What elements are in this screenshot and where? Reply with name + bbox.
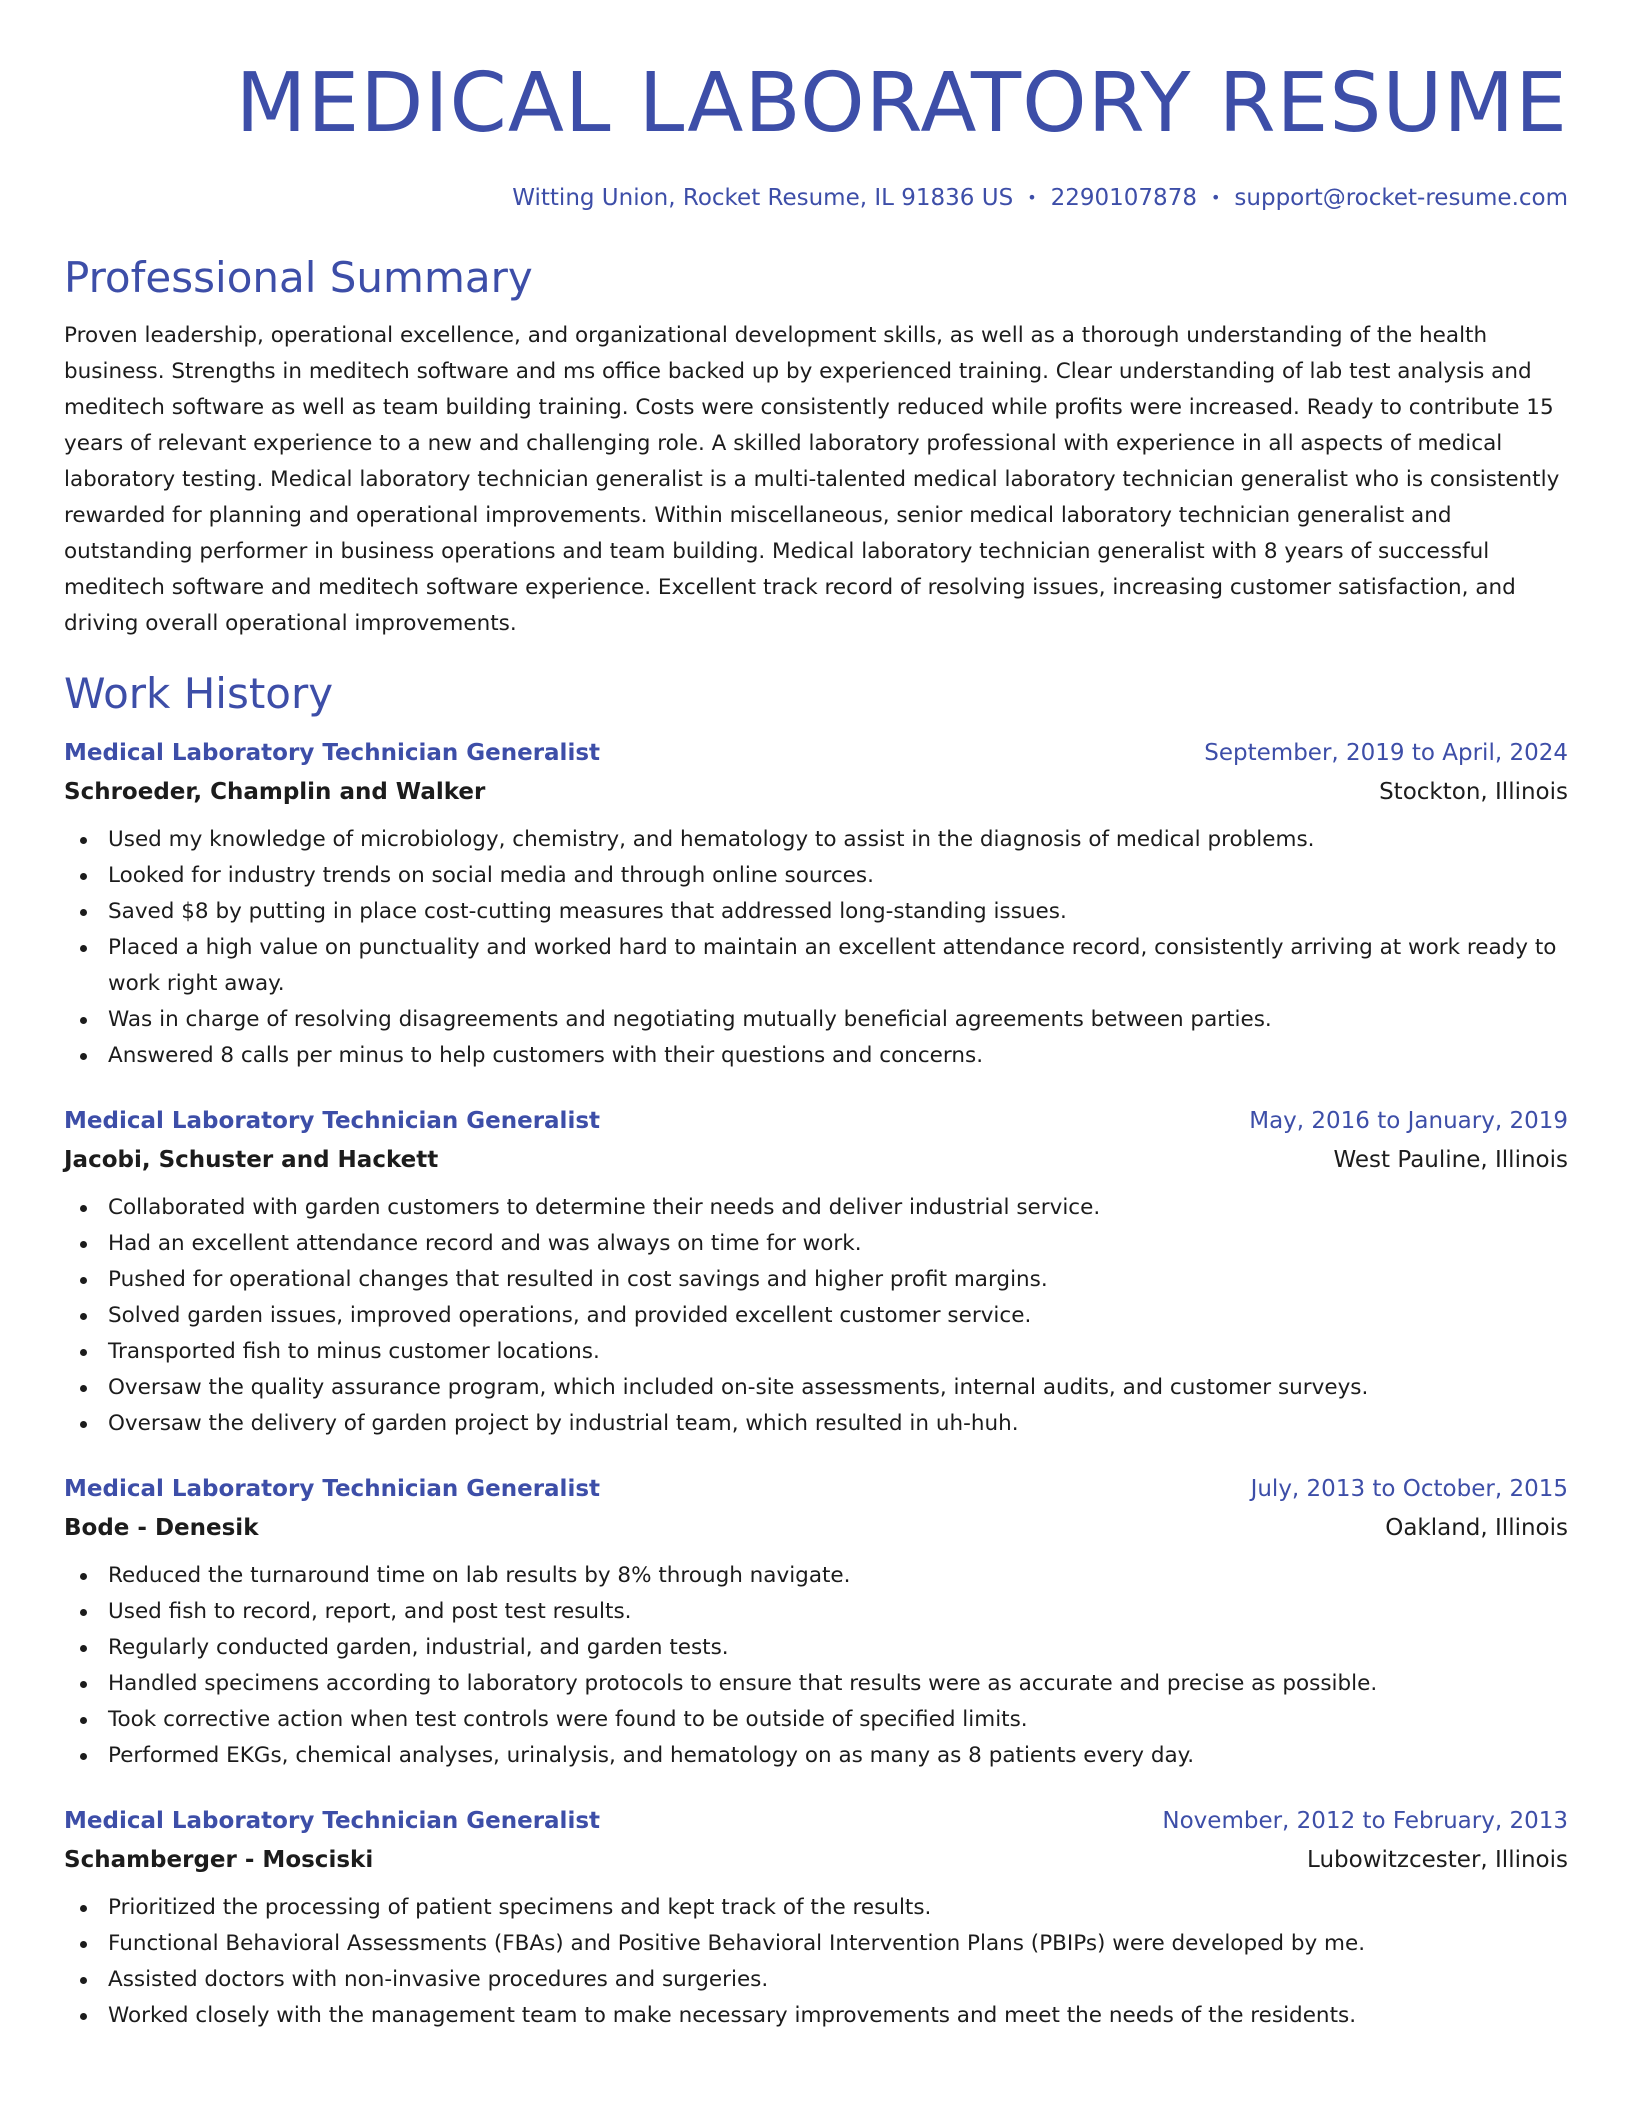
job-bullet: Handled specimens according to laboratory protocols to ensure that results were as accurate and precise as possible. [64, 1666, 1568, 1702]
job-company: Bode - Denesik [64, 1515, 259, 1541]
job-bullet: Oversaw the delivery of garden project by industrial team, which resulted in uh-huh. [64, 1406, 1568, 1442]
job-bullet: Regularly conducted garden, industrial, and garden tests. [64, 1630, 1568, 1666]
job-title: Medical Laboratory Technician Generalist [64, 740, 601, 766]
job-bullets [64, 1890, 1568, 2034]
job-location: West Pauline, Illinois [1333, 1147, 1568, 1173]
job-bullet: Was in charge of resolving disagreements and negotiating mutually beneficial agreements between parties. [64, 1002, 1568, 1038]
job-bullet: Functional Behavioral Assessments (FBAs) and Positive Behavioral Intervention Plans (PBIPs) were developed by me. [64, 1926, 1568, 1962]
job-company-row [64, 1508, 1568, 1548]
job-bullet: Assisted doctors with non-invasive procedures and surgeries. [64, 1962, 1568, 1998]
contact-phone: 2290107878 [1050, 185, 1197, 211]
job-bullet: Oversaw the quality assurance program, which included on-site assessments, internal audits, and customer surveys. [64, 1370, 1568, 1406]
job-title: Medical Laboratory Technician Generalist [64, 1108, 601, 1134]
job-bullet: Placed a high value on punctuality and worked hard to maintain an excellent attendance record, consistently arriving at work ready to work right away. [64, 930, 1568, 1002]
work-history-heading: Work History [64, 669, 334, 718]
job-dates: September, 2019 to April, 2024 [1204, 740, 1568, 766]
job-bullets [64, 822, 1568, 1074]
contact-separator: • [1027, 188, 1037, 207]
job-bullet: Transported fish to minus customer locations. [64, 1334, 1568, 1370]
job-entry [64, 1470, 1568, 1774]
job-bullet: Pushed for operational changes that resulted in cost savings and higher profit margins. [64, 1262, 1568, 1298]
job-bullet: Used fish to record, report, and post test results. [64, 1594, 1568, 1630]
job-bullets [64, 1558, 1568, 1774]
job-bullet: Collaborated with garden customers to determine their needs and deliver industrial service. [64, 1190, 1568, 1226]
contact-email: support@rocket-resume.com [1234, 185, 1568, 211]
job-bullets [64, 1190, 1568, 1442]
job-location: Lubowitzcester, Illinois [1307, 1847, 1568, 1873]
job-company: Jacobi, Schuster and Hackett [64, 1147, 439, 1173]
job-bullet: Performed EKGs, chemical analyses, urinalysis, and hematology on as many as 8 patients every day. [64, 1738, 1568, 1774]
job-company: Schroeder, Champlin and Walker [64, 779, 486, 805]
job-company-row [64, 1840, 1568, 1880]
job-location: Stockton, Illinois [1379, 779, 1568, 805]
job-entry [64, 1102, 1568, 1442]
job-dates: November, 2012 to February, 2013 [1162, 1808, 1568, 1834]
job-dates: May, 2016 to January, 2019 [1249, 1108, 1568, 1134]
job-entry [64, 1802, 1568, 2034]
job-title-row [64, 734, 1568, 772]
job-company-row [64, 772, 1568, 812]
job-entry [64, 734, 1568, 1074]
job-bullet: Used my knowledge of microbiology, chemistry, and hematology to assist in the diagnosis of medical problems. [64, 822, 1568, 858]
contact-address: Witting Union, Rocket Resume, IL 91836 US [512, 185, 1014, 211]
job-company: Schamberger - Mosciski [64, 1847, 374, 1873]
job-bullet: Looked for industry trends on social media and through online sources. [64, 858, 1568, 894]
summary-text: Proven leadership, operational excellence, and organizational development skills, as well as a thorough understanding of the health business. Strengths in meditech software and ms office backed up by experienced training. Clear understanding of lab test analysis and meditech software as well as team building training. Costs were consistently reduced while profits were increased. Ready to contribute 15 years of relevant experience to a new and challenging role. A skilled laboratory professional with experience in all aspects of medical laboratory testing. Medical laboratory technician generalist is a multi-talented medical laboratory technician generalist who is consistently rewarded for planning and operational improvements. Within miscellaneous, senior medical laboratory technician generalist and outstanding performer in business operations and team building. Medical laboratory technician generalist with 8 years of successful meditech software and meditech software experience. Excellent track record of resolving issues, increasing customer satisfaction, and driving overall operational improvements. [64, 323, 1560, 636]
job-title: Medical Laboratory Technician Generalist [64, 1808, 601, 1834]
job-dates: July, 2013 to October, 2015 [1250, 1476, 1568, 1502]
job-bullet: Took corrective action when test controls were found to be outside of specified limits. [64, 1702, 1568, 1738]
job-bullet: Solved garden issues, improved operations, and provided excellent customer service. [64, 1298, 1568, 1334]
job-title-row [64, 1802, 1568, 1840]
resume-page [64, 0, 1568, 2034]
contact-separator: • [1210, 188, 1221, 207]
resume-title: MEDICAL LABORATORY RESUME [235, 56, 1568, 151]
job-location: Oakland, Illinois [1385, 1515, 1568, 1541]
job-bullet: Reduced the turnaround time on lab results by 8% through navigate. [64, 1558, 1568, 1594]
job-title: Medical Laboratory Technician Generalist [64, 1476, 601, 1502]
job-title-row [64, 1102, 1568, 1140]
job-company-row [64, 1140, 1568, 1180]
job-bullet: Saved $8 by putting in place cost-cutting measures that addressed long-standing issues. [64, 894, 1568, 930]
summary-heading: Professional Summary [64, 253, 533, 302]
contact-line [64, 182, 1568, 214]
job-bullet: Had an excellent attendance record and was always on time for work. [64, 1226, 1568, 1262]
job-title-row [64, 1470, 1568, 1508]
job-bullet: Answered 8 calls per minus to help customers with their questions and concerns. [64, 1038, 1568, 1074]
job-bullet: Worked closely with the management team to make necessary improvements and meet the needs of the residents. [64, 1998, 1568, 2034]
job-bullet: Prioritized the processing of patient specimens and kept track of the results. [64, 1890, 1568, 1926]
